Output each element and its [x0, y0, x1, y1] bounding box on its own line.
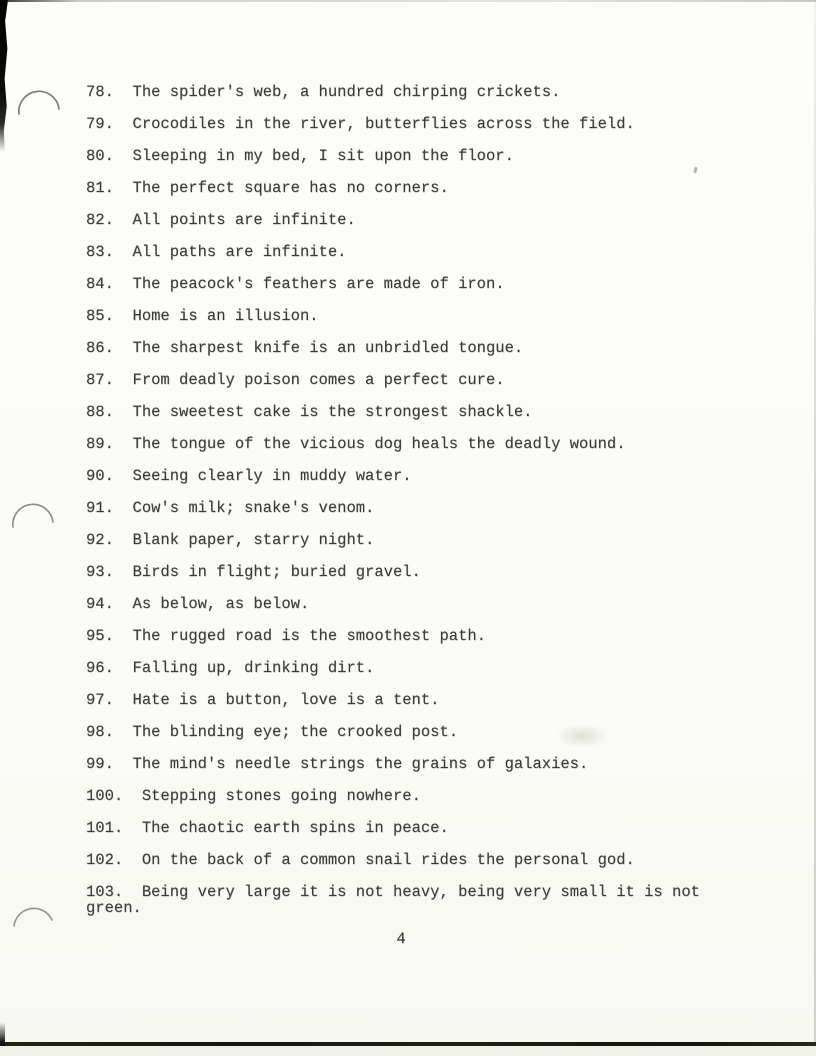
item-number: 80. — [86, 147, 114, 165]
list-item — [86, 372, 722, 388]
list-item — [86, 596, 722, 612]
item-number: 94. — [86, 595, 114, 613]
list-item — [86, 276, 722, 292]
item-text: Sleeping in my bed, I sit upon the floor. — [132, 147, 514, 165]
item-text: The spider's web, a hundred chirping crickets. — [132, 83, 561, 101]
item-number: 101. — [86, 819, 124, 837]
scan-corner-mark — [0, 1022, 5, 1046]
item-number: 93. — [86, 563, 114, 581]
list-item — [86, 116, 722, 132]
hole-punch-mark — [14, 84, 66, 124]
hole-punch-mark — [9, 496, 61, 536]
item-number: 89. — [86, 435, 114, 453]
item-number: 92. — [86, 531, 114, 549]
item-text: Home is an illusion. — [132, 307, 319, 325]
item-number: 100. — [86, 787, 124, 805]
item-text: The blinding eye; the crooked post. — [132, 723, 459, 741]
list-item — [86, 436, 722, 452]
item-number: 78. — [86, 83, 114, 101]
list-item — [86, 532, 722, 548]
scan-edge-left — [0, 0, 8, 152]
item-text: As below, as below. — [132, 595, 310, 613]
scan-edge-bottom-margin — [0, 1046, 816, 1056]
list-item — [86, 148, 722, 164]
item-text: Being very large it is not heavy, being very small it is not green. — [86, 883, 710, 917]
item-text: All points are infinite. — [132, 211, 356, 229]
list-item — [86, 180, 722, 196]
page-number: 4 — [396, 930, 406, 948]
list-item — [86, 404, 722, 420]
item-text: The sharpest knife is an unbridled tongue. — [132, 339, 524, 357]
item-text: Crocodiles in the river, butterflies across the field. — [132, 115, 635, 133]
list-item — [86, 84, 722, 100]
list-item — [86, 564, 722, 580]
item-number: 85. — [86, 307, 114, 325]
item-number: 90. — [86, 467, 114, 485]
item-text: The tongue of the vicious dog heals the deadly wound. — [132, 435, 626, 453]
item-text: The chaotic earth spins in peace. — [141, 819, 449, 837]
list-item — [86, 212, 722, 228]
list-item — [86, 692, 722, 708]
item-number: 88. — [86, 403, 114, 421]
list-item — [86, 468, 722, 484]
item-text: Hate is a button, love is a tent. — [132, 691, 440, 709]
list-item — [86, 660, 722, 676]
item-number: 102. — [86, 851, 124, 869]
item-number: 86. — [86, 339, 114, 357]
list-item — [86, 244, 722, 260]
item-number: 95. — [86, 627, 114, 645]
list-item — [86, 340, 722, 356]
item-number: 84. — [86, 275, 114, 293]
item-number: 82. — [86, 211, 114, 229]
item-text: The sweetest cake is the strongest shackle. — [132, 403, 533, 421]
item-number: 97. — [86, 691, 114, 709]
list-item — [86, 308, 722, 324]
scan-edge-top — [0, 0, 816, 2]
item-text: Stepping stones going nowhere. — [141, 787, 421, 805]
item-number: 81. — [86, 179, 114, 197]
item-text: The mind's needle strings the grains of galaxies. — [132, 755, 589, 773]
item-number: 79. — [86, 115, 114, 133]
item-text: The rugged road is the smoothest path. — [132, 627, 486, 645]
numbered-list — [86, 84, 722, 932]
item-text: Birds in flight; buried gravel. — [132, 563, 421, 581]
item-text: Blank paper, starry night. — [132, 531, 375, 549]
item-number: 91. — [86, 499, 114, 517]
item-number: 103. — [86, 883, 124, 901]
item-text: The perfect square has no corners. — [132, 179, 449, 197]
list-item — [86, 884, 722, 916]
item-number: 98. — [86, 723, 114, 741]
list-item — [86, 628, 722, 644]
list-item — [86, 820, 722, 836]
item-number: 96. — [86, 659, 114, 677]
item-number: 87. — [86, 371, 114, 389]
item-number: 83. — [86, 243, 114, 261]
item-text: On the back of a common snail rides the personal god. — [141, 851, 635, 869]
list-item — [86, 756, 722, 772]
item-number: 99. — [86, 755, 114, 773]
item-text: The peacock's feathers are made of iron. — [132, 275, 505, 293]
list-item — [86, 724, 722, 740]
item-text: Cow's milk; snake's venom. — [132, 499, 375, 517]
list-item — [86, 500, 722, 516]
item-text: Falling up, drinking dirt. — [132, 659, 375, 677]
item-text: From deadly poison comes a perfect cure. — [132, 371, 505, 389]
item-text: All paths are infinite. — [132, 243, 347, 261]
item-text: Seeing clearly in muddy water. — [132, 467, 412, 485]
list-item — [86, 852, 722, 868]
list-item — [86, 788, 722, 804]
hole-punch-mark — [9, 896, 61, 936]
